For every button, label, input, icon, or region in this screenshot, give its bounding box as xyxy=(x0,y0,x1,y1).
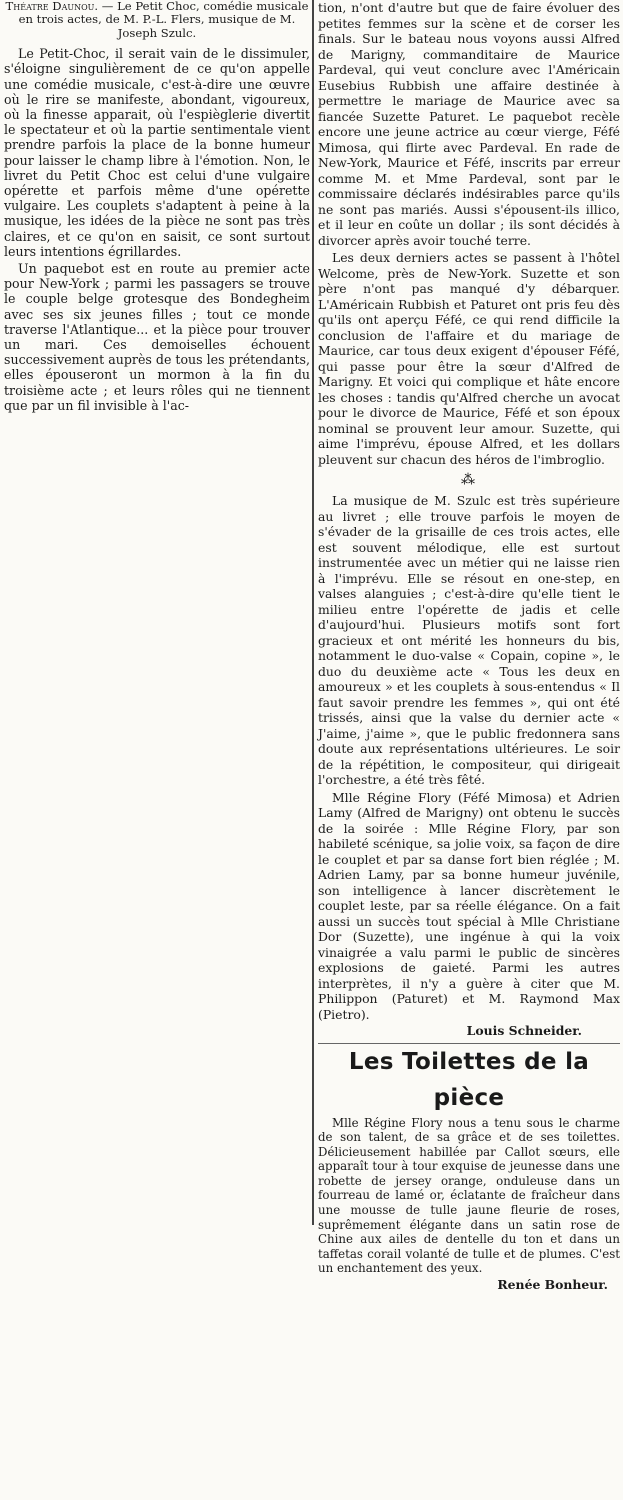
toilettes-title: Les Toilettes de la pièce xyxy=(348,1048,590,1111)
review-paragraph: Les deux derniers actes se passent à l'hôtel Welcome, près de New-York. Suzette et son père n'ont pas manqué d'y débarquer. L'Américain Rubbish et Paturet ont pris feu dès qu'ils ont aperçu Féfé, ce qui rend difficile la conclusion de l'affaire et du mariage de Maurice, car tous deux exigent d'épouser Féfé, qui passe pour être la sœur d'Alfred de Marigny. Et voici qui complique et hâte encore les choses : tandis qu'Alfred cherche un avocat pour le divorce de Maurice, Féfé et son époux nominal se prouvent leur amour. Suzette, qui aime l'imprévu, épouse Alfred, et les dollars pleuvent sur chacun des héros de l'imbroglio. xyxy=(318,250,620,467)
review-signature: Louis Schneider. xyxy=(466,1023,582,1038)
review-paragraph: Le Petit-Choc, il serait vain de le dissimuler, s'éloigne singulièrement de ce qu'on appelle une comédie musicale, c'est-à-dire une œuvre où le rire se manifeste, abondant, vigoureux, où la finesse apparait, où l'espièglerie divertit le spectateur et où la partie sentimentale vient prendre parfois la place de la bonne humeur pour laisser le champ libre à l'émotion. Non, le livret du Petit Choc est celui d'une vulgaire opérette et parfois même d'une opérette vulgaire. Les couplets s'adaptent à peine à la musique, les idées de la pièce ne sont pas très claires, et ce qu'on en saisit, ce sont surtout leurs intentions égrillardes. xyxy=(4,46,310,259)
review-paragraph: Un paquebot est en route au premier acte pour New-York ; parmi les passagers se trouve le couple belge grotesque des Bondegheim avec ses six jeunes filles ; tout ce monde traverse l'Atlantique... et la pièce pour trouver un mari. Ces demoiselles échouent successivement auprès de tous les prétendants, elles épouseront un mormon à la fin du troisième acte ; et leurs rôles qui ne tiennent que par un fil invisible à l'ac- xyxy=(4,261,310,413)
theatre-name: Théatre Daunou. xyxy=(5,0,99,13)
right-column xyxy=(318,0,620,1293)
toilettes-signature: Renée Bonheur. xyxy=(497,1277,608,1293)
toilettes-paragraph: Mlle Régine Flory nous a tenu sous le charme de son talent, de sa grâce et de ses toilettes. Délicieusement habillée par Callot sœurs, elle apparaît tour à tour exquise de jeunesse dans une robette de jersey orange, onduleuse dans un fourreau de lamé or, éclatante de fraîcheur dans une mousse de tulle jaune fleurie de roses, suprêmement élégante dans un satin rose de Chine aux ailes de dentelle du ton et dans un taffetas corail volanté de tulle et de plumes. C'est un enchantement des yeux. xyxy=(318,1115,620,1276)
review-paragraph: tion, n'ont d'autre but que de faire évoluer des petites femmes sur la scène et de corser les finals. Sur le bateau nous voyons aussi Alfred de Marigny, commanditaire de Maurice Pardeval, qui veut conclure avec l'Américain Eusebius Rubbish une affaire destinée à permettre le mariage de Maurice avec sa fiancée Suzette Paturet. Le paquebot recèle encore une jeune actrice au cœur vierge, Féfé Mimosa, qui flirte avec Pardeval. En rade de New-York, Maurice et Féfé, inscrits par erreur comme M. et Mme Pardeval, sont par le commissaire déclarés indésirables parce qu'ils ne sont pas mariés. Aussi s'épousent-ils illico, et il leur en coûte un dollar ; ils sont décidés à divorcer après avoir touché terre. xyxy=(318,0,620,248)
review-paragraph: Mlle Régine Flory (Féfé Mimosa) et Adrien Lamy (Alfred de Marigny) ont obtenu le succès de la soirée : Mlle Régine Flory, par son habileté scénique, sa jolie voix, sa façon de dire le couplet et par sa danse fort bien réglée ; M. Adrien Lamy, par sa bonne humeur juvénile, son intelligence à lancer discrètement le couplet leste, par sa réelle élégance. On a fait aussi un succès tout spécial à Mlle Christiane Dor (Suzette), une ingénue à qui la voix vinaigrée a valu parmi le public de sincères explosions de gaieté. Parmi les autres interprètes, il n'y a guère à citer que M. Philippon (Paturet) et M. Raymond Max (Pietro). xyxy=(318,789,620,1022)
review-paragraph: La musique de M. Szulc est très supérieure au livret ; elle trouve parfois le moyen de s'évader de la grisaille de ces trois actes, elle est souvent mélodique, elle est surtout instrumentée avec un métier qui ne laisse rien à l'imprévu. Elle se résout en one-step, en valses alanguies ; c'est-à-dire qu'elle tient le milieu entre l'opérette de jadis et celle d'aujourd'hui. Plusieurs motifs sont fort gracieux et ont mérité les honneurs du bis, notamment le duo-valse « Copain, copine », le duo du deuxième acte « Tous les deux en amoureux » et les couplets à sous-entendus « Il faut savoir prendre les femmes », qui ont été trissés, ainsi que la valse du dernier acte « J'aime, j'aime », que le public fredonnera sans doute aux représentations ultérieures. Le soir de la répétition, le compositeur, qui dirigeait l'orchestre, a été très fêté. xyxy=(318,493,620,787)
show-details: — Le Petit Choc, comédie musicale en trois actes, de M. P.-L. Flers, musique de M. Joseph Szulc. xyxy=(18,0,309,40)
review-header xyxy=(4,0,310,40)
column-rule xyxy=(312,0,314,1225)
left-column xyxy=(4,0,310,413)
section-separator: ⁂ xyxy=(461,472,477,488)
